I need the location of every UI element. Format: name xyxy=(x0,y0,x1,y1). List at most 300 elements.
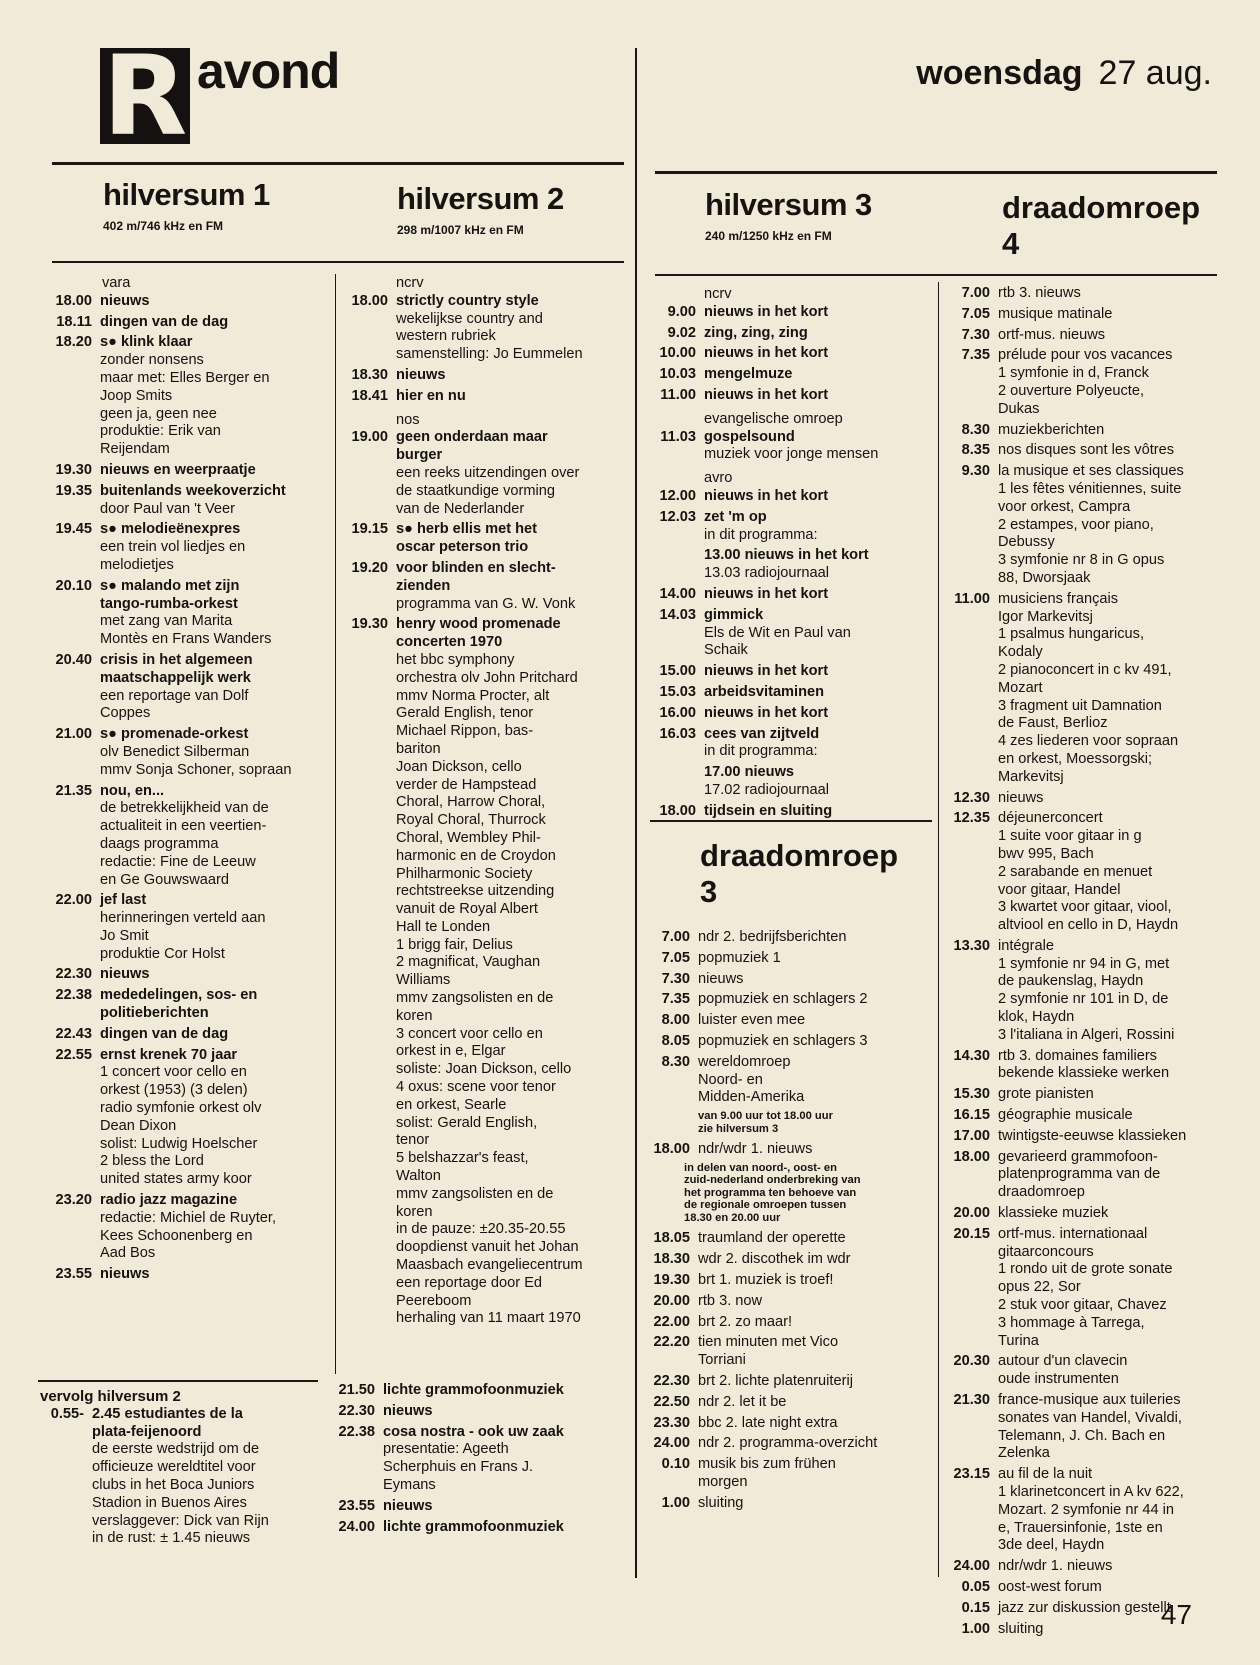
broadcaster-label: ncrv xyxy=(704,286,732,302)
divider-col3-col4 xyxy=(938,282,939,1577)
rule-left-top xyxy=(52,162,624,165)
rule-right-header xyxy=(655,274,1217,276)
entry-time: 18.00 xyxy=(55,292,92,309)
entry-text: musique matinale xyxy=(998,305,1113,322)
entry-time: 22.50 xyxy=(653,1393,690,1410)
schedule-entry xyxy=(325,1424,630,1495)
entry-time: 18.20 xyxy=(55,334,92,351)
entry-body xyxy=(990,347,1228,418)
entry-time: 23.55 xyxy=(55,1266,92,1283)
entry-description: 1 concert voor cello en orkest (1953) (3 delen) radio symfonie orkest olv Dean Dixon solist: Ludwig Hoelscher 2 bless the Lord united states army koor xyxy=(100,1064,262,1188)
entry-gap xyxy=(325,1536,630,1539)
entry-title: nieuws in het kort xyxy=(704,303,829,320)
entry-body xyxy=(388,521,630,557)
entry-time: 0.15 xyxy=(961,1599,990,1616)
entry-description: een trein vol liedjes en melodietjes xyxy=(100,539,246,573)
entry-text: popmuziek en schlagers 3 xyxy=(698,1032,868,1049)
schedule-entry xyxy=(40,1026,328,1044)
entry-title: buitenlands weekoverzicht xyxy=(100,482,286,499)
entry-description: een reeks uitzendingen over de staatkundige vorming van de Nederlander xyxy=(396,464,580,517)
entry-time: 20.00 xyxy=(953,1205,990,1222)
entry-text: gevarieerd grammofoon- platenprogramma van de draadomroep xyxy=(998,1148,1161,1201)
entry-body xyxy=(92,652,328,723)
entry-body xyxy=(696,607,932,660)
schedule-entry xyxy=(940,810,1228,935)
schedule-entry xyxy=(40,462,328,480)
schedule-entry xyxy=(640,488,932,506)
entry-title: nieuws in het kort xyxy=(704,585,829,602)
entry-time: 15.00 xyxy=(659,663,696,680)
entry-description: in dit programma: xyxy=(704,743,818,760)
entry-title: nieuws xyxy=(383,1497,433,1514)
rule-vervolg xyxy=(38,1380,318,1382)
entry-time: 22.00 xyxy=(55,892,92,909)
entry-title: nieuws in het kort xyxy=(704,704,829,721)
schedule-entry xyxy=(40,1192,328,1263)
entry-time: 1.00 xyxy=(661,1494,690,1511)
entry-body xyxy=(92,314,328,332)
entry-body xyxy=(388,429,630,518)
schedule-entry xyxy=(640,345,932,363)
entry-time: 7.30 xyxy=(961,326,990,343)
entry-body xyxy=(696,547,932,583)
entry-body xyxy=(92,334,328,459)
entry-time: 11.00 xyxy=(954,590,990,607)
entry-time: 20.10 xyxy=(55,577,92,594)
entry-body xyxy=(375,1519,630,1537)
entry-body xyxy=(690,971,932,989)
entry-body xyxy=(690,1033,932,1051)
entry-time: 16.15 xyxy=(953,1107,990,1124)
entry-title: nieuws xyxy=(383,1402,433,1419)
entry-body xyxy=(696,509,932,545)
schedule-entry xyxy=(40,578,328,649)
station-name: hilversum 1 xyxy=(103,177,270,212)
station-number: 3 xyxy=(700,874,718,909)
schedule-entry xyxy=(640,991,932,1009)
schedule-entry xyxy=(325,1519,630,1537)
entry-body xyxy=(92,1047,328,1189)
schedule-entry xyxy=(640,1012,932,1030)
broadcaster-label: vara xyxy=(102,275,131,291)
entry-body xyxy=(990,1353,1228,1389)
station-header-d4 xyxy=(1002,190,1200,262)
entry-description: zonder nonsens maar met: Elles Berger en Joop Smits geen ja, geen nee produktie: Erik van Reijendam xyxy=(100,352,270,458)
entry-body xyxy=(696,586,932,604)
entry-time: 14.00 xyxy=(659,585,696,602)
entry-title: nieuws in het kort xyxy=(704,386,829,403)
schedule-entry xyxy=(40,966,328,984)
entry-body xyxy=(990,306,1228,324)
entry-text: brt 2. zo maar! xyxy=(698,1313,793,1330)
entry-text: ndr 2. programma-overzicht xyxy=(698,1435,878,1452)
schedule-entry xyxy=(640,1314,932,1332)
entry-body xyxy=(990,1392,1228,1463)
entry-gap xyxy=(340,1328,630,1331)
entry-title: henry wood promenade concerten 1970 xyxy=(396,616,561,651)
entry-body xyxy=(990,1466,1228,1555)
entry-body xyxy=(990,1149,1228,1202)
entry-body xyxy=(990,285,1228,303)
schedule-entry xyxy=(940,1205,1228,1223)
entry-time: 13.30 xyxy=(953,937,990,954)
entry-body xyxy=(690,991,932,1009)
entry-body xyxy=(690,1230,932,1248)
entry-title: nieuws in het kort xyxy=(704,487,829,504)
schedule-entry xyxy=(640,1456,932,1492)
entry-body xyxy=(990,1205,1228,1223)
entry-text: ndr/wdr 1. nieuws xyxy=(698,1141,813,1158)
entry-title: nieuws xyxy=(100,292,150,309)
entry-body xyxy=(690,1394,932,1412)
entry-time: 11.00 xyxy=(660,386,696,403)
schedule-entry xyxy=(940,1392,1228,1463)
entry-body xyxy=(696,366,932,384)
schedule-entry xyxy=(640,325,932,343)
entry-time: 22.20 xyxy=(653,1334,690,1351)
entry-body xyxy=(92,521,328,574)
entry-description: presentatie: Ageeth Scherphuis en Frans J. Eymans xyxy=(383,1441,534,1493)
page-number: 47 xyxy=(1160,1599,1192,1630)
entry-body xyxy=(696,726,932,762)
entry-description: herinneringen verteld aan Jo Smit produktie Cor Holst xyxy=(100,910,266,962)
entry-time: 20.40 xyxy=(55,651,92,668)
column-vervolg-hilversum-2 xyxy=(40,1388,328,1551)
entry-text: luister even mee xyxy=(698,1012,806,1029)
station-name: hilversum 2 xyxy=(397,181,564,216)
entry-time: 22.43 xyxy=(55,1025,92,1042)
rule-right-top xyxy=(655,171,1217,174)
station-name: draadomroep xyxy=(1002,190,1201,225)
entry-time: 19.30 xyxy=(55,461,92,478)
entry-time: 20.30 xyxy=(953,1353,990,1370)
entry-title: crisis in het algemeen maatschappelijk werk xyxy=(100,651,253,686)
station-header-h2 xyxy=(397,182,564,237)
entry-body xyxy=(690,1435,932,1453)
entry-time: 19.30 xyxy=(653,1272,690,1289)
entry-text: nieuws xyxy=(998,789,1044,806)
entry-time: 14.30 xyxy=(953,1047,990,1064)
entry-body xyxy=(990,591,1228,787)
entry-title: cees van zijtveld xyxy=(704,725,820,742)
schedule-entry xyxy=(640,1495,932,1513)
entry-time: 10.00 xyxy=(659,345,696,362)
entry-description: muziek voor jonge mensen xyxy=(704,446,879,463)
entry-body xyxy=(92,726,328,779)
entry-description: 13.03 radiojournaal xyxy=(704,565,829,582)
schedule-entry xyxy=(940,1086,1228,1104)
entry-body xyxy=(92,783,328,890)
entry-description: het bbc symphony orchestra olv John Pritchard mmv Norma Procter, alt Gerald English, tenor Michael Rippon, bas- bariton Joan Dickson, cello verder de Hampstead Choral, Harrow Choral, Royal Choral, Thurrock Choral, Wembley Phil- harmonic en de Croydon Philharmonic Society rechtstreekse uitzending vanuit de Royal Albert Hall te Londen 1 brigg fair, Delius 2 magnificat, Vaughan Williams mmv zangsolisten en de koren 3 concert voor cello en orkest in e, Elgar soliste: Joan Dickson, cello 4 oxus: scene voor tenor en orkest, Searle solist: Gerald English, tenor 5 belshazzar's feast, Walton mmv zangsolisten en de koren in de pauze: ±20.35-20.55 doopdienst vanuit het Johan Maasbach evangeliecentrum een reportage door Ed Peereboom herhaling van 11 maart 1970 xyxy=(396,651,583,1327)
broadcaster-label: nos xyxy=(396,411,420,428)
entry-time: 14.03 xyxy=(659,606,696,623)
schedule-entry xyxy=(940,442,1228,460)
entry-body xyxy=(690,1054,932,1107)
entry-body xyxy=(92,483,328,519)
schedule-entry xyxy=(40,314,328,332)
entry-body xyxy=(990,1579,1228,1597)
schedule-entry xyxy=(640,1394,932,1412)
vervolg-label: vervolg hilversum 2 xyxy=(40,1388,181,1405)
schedule-entry xyxy=(640,1272,932,1290)
entry-time: 23.15 xyxy=(953,1466,990,1483)
column-hilversum-3 xyxy=(640,283,932,824)
entry-text: klassieke muziek xyxy=(998,1205,1109,1222)
column-hilversum-1 xyxy=(40,272,328,1287)
entry-body xyxy=(388,560,630,613)
entry-text: traumland der operette xyxy=(698,1230,846,1247)
schedule-entry xyxy=(640,509,932,545)
entry-body xyxy=(690,1373,932,1391)
entry-text: prélude pour vos vacances 1 symfonie in d, Franck 2 ouverture Polyeucte, Dukas xyxy=(998,347,1173,417)
entry-body xyxy=(696,345,932,363)
schedule-entry xyxy=(40,1266,328,1284)
schedule-entry xyxy=(640,304,932,322)
entry-title: nieuws xyxy=(100,1266,150,1283)
entry-body xyxy=(92,1026,328,1044)
broadcaster-label: ncrv xyxy=(396,275,424,291)
schedule-entry xyxy=(640,684,932,702)
entry-text: ortf-mus. nieuws xyxy=(998,326,1106,343)
entry-description: redactie: Michiel de Ruyter, Kees Schoonenberg en Aad Bos xyxy=(100,1209,277,1262)
entry-title: zet 'm op xyxy=(704,508,767,525)
entry-gap xyxy=(40,1548,328,1551)
rule-left-header xyxy=(52,261,624,263)
schedule-entry xyxy=(640,1054,932,1107)
station-frequency: 298 m/1007 kHz en FM xyxy=(397,223,524,237)
entry-body xyxy=(990,790,1228,808)
entry-text: jazz zur diskussion gestellt xyxy=(998,1599,1171,1616)
entry-time: 19.30 xyxy=(351,616,388,633)
schedule-note: van 9.00 uur tot 18.00 uur zie hilversum 3 xyxy=(698,1110,833,1135)
entry-gap xyxy=(640,464,932,467)
entry-time: 15.03 xyxy=(659,683,696,700)
entry-time: 22.38 xyxy=(55,987,92,1004)
entry-text: géographie musicale xyxy=(998,1107,1133,1124)
entry-body xyxy=(696,705,932,723)
entry-time: 8.35 xyxy=(961,442,990,459)
entry-text: ortf-mus. internationaal gitaarconcours 1 rondo uit de grote sonate opus 22, Sor 2 stuk voor gitaar, Chavez 3 hommage à Tarrega, Turina xyxy=(998,1225,1173,1349)
schedule-entry xyxy=(325,1498,630,1516)
entry-time: 21.30 xyxy=(953,1392,990,1409)
entry-title: hier en nu xyxy=(396,387,466,404)
entry-description: programma van G. W. Vonk xyxy=(396,595,576,612)
entry-body xyxy=(990,1226,1228,1351)
entry-body xyxy=(84,1406,328,1548)
entry-time: 7.00 xyxy=(661,929,690,945)
entry-time: 16.03 xyxy=(659,725,696,742)
entry-time: 24.00 xyxy=(653,1435,690,1452)
entry-body xyxy=(690,1293,932,1311)
entry-title: 17.00 nieuws xyxy=(704,764,795,781)
column-hilversum-2 xyxy=(340,272,630,1331)
schedule-entry xyxy=(325,1403,630,1421)
entry-text: twintigste-eeuwse klassieken xyxy=(998,1127,1187,1144)
entry-text: brt 2. lichte platenruiterij xyxy=(698,1373,853,1390)
schedule-entry xyxy=(940,1558,1228,1576)
entry-body xyxy=(990,463,1228,588)
entry-time: 15.30 xyxy=(953,1086,990,1103)
dateline xyxy=(916,54,1212,93)
entry-time: 8.30 xyxy=(661,1053,690,1070)
entry-time: 1.00 xyxy=(961,1620,990,1637)
entry-time: 19.35 xyxy=(55,482,92,499)
entry-text: wdr 2. discothek im wdr xyxy=(698,1251,851,1268)
entry-description: de eerste wedstrijd om de officieuze wereldtitel voor clubs in het Boca Juniors Stadion in Buenos Aires verslaggever: Dick van Rijn in de rust: ± 1.45 nieuws xyxy=(92,1441,269,1547)
entry-title: s● klink klaar xyxy=(100,334,193,351)
entry-body xyxy=(92,987,328,1023)
entry-time: 7.05 xyxy=(661,949,690,966)
schedule-entry xyxy=(640,1141,932,1159)
entry-title: s● melodieënexpres xyxy=(100,521,241,538)
schedule-entry xyxy=(940,1466,1228,1555)
center-divider xyxy=(635,48,637,1578)
entry-time: 12.03 xyxy=(659,508,696,525)
schedule-entry xyxy=(640,663,932,681)
entry-text: sluiting xyxy=(698,1494,744,1511)
schedule-entry xyxy=(640,1373,932,1391)
entry-time: 7.05 xyxy=(961,305,990,322)
entry-body xyxy=(696,684,932,702)
entry-text: au fil de la nuit 1 klarinetconcert in A kv 622, Mozart. 2 symfonie nr 44 in e, Trauersinfonie, 1ste en 3de deel, Haydn xyxy=(998,1466,1184,1554)
entry-body xyxy=(92,462,328,480)
entry-time: 22.30 xyxy=(653,1373,690,1390)
entry-text: la musique et ses classiques 1 les fêtes vénitiennes, suite voor orkest, Campra 2 estampes, voor piano, Debussy 3 symfonie nr 8 in G opus 88, Dworsjaak xyxy=(998,463,1184,586)
entry-title: nieuws in het kort xyxy=(704,663,829,680)
entry-time: 8.30 xyxy=(961,421,990,438)
entry-time: 0.10 xyxy=(661,1456,690,1473)
entry-title: nou, en... xyxy=(100,782,165,799)
entry-body xyxy=(696,429,932,465)
column-draadomroep-3 xyxy=(640,929,932,1516)
schedule-entry xyxy=(640,1415,932,1433)
entry-title: s● malando met zijn tango-rumba-orkest xyxy=(100,577,240,612)
entry-title: lichte grammofoonmuziek xyxy=(383,1518,564,1535)
entry-time: 20.15 xyxy=(953,1225,990,1242)
entry-time: 22.30 xyxy=(55,966,92,983)
entry-text: ndr 2. let it be xyxy=(698,1393,787,1410)
column-draadomroep-4 xyxy=(940,285,1228,1641)
entry-title: cosa nostra - ook uw zaak xyxy=(383,1423,564,1440)
entry-time: 22.38 xyxy=(338,1423,375,1440)
entry-title: s● promenade-orkest xyxy=(100,726,249,743)
entry-body xyxy=(690,1495,932,1513)
schedule-entry xyxy=(640,1033,932,1051)
entry-description: de betrekkelijkheid van de actualiteit in een veertien- daags programma redactie: Fine de Leeuw en Ge Gouwswaard xyxy=(100,800,269,888)
entry-body xyxy=(990,422,1228,440)
schedule-entry xyxy=(640,366,932,384)
schedule-entry xyxy=(640,1334,932,1370)
entry-description: in dit programma: xyxy=(704,526,818,543)
entry-time: 19.15 xyxy=(351,521,388,538)
entry-time xyxy=(640,764,696,800)
schedule-entry xyxy=(640,764,932,800)
entry-body xyxy=(388,616,630,1328)
entry-text: nieuws xyxy=(698,970,744,987)
entry-time: 19.45 xyxy=(55,521,92,538)
schedule-entry xyxy=(640,1230,932,1248)
entry-body xyxy=(92,1266,328,1284)
entry-title: dingen van de dag xyxy=(100,313,229,330)
schedule-entry xyxy=(640,429,932,465)
entry-time: 22.00 xyxy=(653,1313,690,1330)
entry-title: dingen van de dag xyxy=(100,1025,229,1042)
entry-body xyxy=(92,293,328,311)
schedule-entry xyxy=(640,387,932,405)
entry-time: 24.00 xyxy=(338,1518,375,1535)
entry-body xyxy=(990,1621,1228,1639)
schedule-entry xyxy=(640,1293,932,1311)
entry-body xyxy=(990,442,1228,460)
entry-body xyxy=(990,810,1228,935)
entry-title: arbeidsvitaminen xyxy=(704,683,825,700)
entry-body xyxy=(990,938,1228,1045)
entry-time: 21.50 xyxy=(338,1382,375,1398)
schedule-entry xyxy=(40,783,328,890)
entry-time: 19.20 xyxy=(351,559,388,576)
entry-time xyxy=(640,547,696,583)
entry-body xyxy=(690,950,932,968)
entry-body xyxy=(690,1334,932,1370)
entry-body xyxy=(990,1558,1228,1576)
broadcaster-label: evangelische omroep xyxy=(704,410,843,427)
schedule-entry xyxy=(40,987,328,1023)
entry-body xyxy=(990,1600,1228,1618)
entry-title: nieuws en weerpraatje xyxy=(100,461,256,478)
section-title: avond xyxy=(197,43,340,99)
schedule-entry xyxy=(640,586,932,604)
entry-body xyxy=(690,1415,932,1433)
schedule-entry xyxy=(340,367,630,385)
schedule-entry xyxy=(40,892,328,963)
entry-body xyxy=(690,1012,932,1030)
schedule-entry xyxy=(940,938,1228,1045)
station-header-d3 xyxy=(700,838,898,910)
schedule-entry xyxy=(340,560,630,613)
entry-body xyxy=(696,387,932,405)
entry-body xyxy=(375,1498,630,1516)
schedule-entry xyxy=(40,1406,328,1548)
schedule-entry xyxy=(340,429,630,518)
entry-body xyxy=(375,1403,630,1421)
entry-gap xyxy=(940,1638,1228,1641)
entry-body xyxy=(388,367,630,385)
entry-title: zing, zing, zing xyxy=(704,324,808,341)
entry-description: olv Benedict Silberman mmv Sonja Schoner, sopraan xyxy=(100,743,292,778)
entry-body xyxy=(690,1456,932,1492)
entry-body xyxy=(690,1314,932,1332)
entry-text: muziekberichten xyxy=(998,421,1105,438)
date: 27 aug. xyxy=(1098,54,1212,92)
broadcaster-label: avro xyxy=(704,470,733,487)
entry-time: 18.11 xyxy=(56,313,92,330)
entry-time: 12.35 xyxy=(953,810,990,827)
entry-title: gimmick xyxy=(704,606,764,623)
entry-time: 22.30 xyxy=(338,1402,375,1419)
entry-time: 18.00 xyxy=(653,1141,690,1158)
schedule-entry xyxy=(940,591,1228,787)
entry-title: mededelingen, sos- en politieberichten xyxy=(100,987,258,1022)
schedule-entry xyxy=(940,1226,1228,1351)
schedule-entry xyxy=(40,652,328,723)
schedule-entry xyxy=(640,607,932,660)
entry-time: 19.00 xyxy=(351,429,388,446)
entry-description: wekelijkse country and western rubriek samenstelling: Jo Eummelen xyxy=(396,310,583,363)
entry-body xyxy=(696,764,932,800)
entry-time: 23.55 xyxy=(338,1497,375,1514)
entry-description: met zang van Marita Montès en Frans Wanders xyxy=(100,613,272,648)
section-logo: R xyxy=(100,48,190,144)
